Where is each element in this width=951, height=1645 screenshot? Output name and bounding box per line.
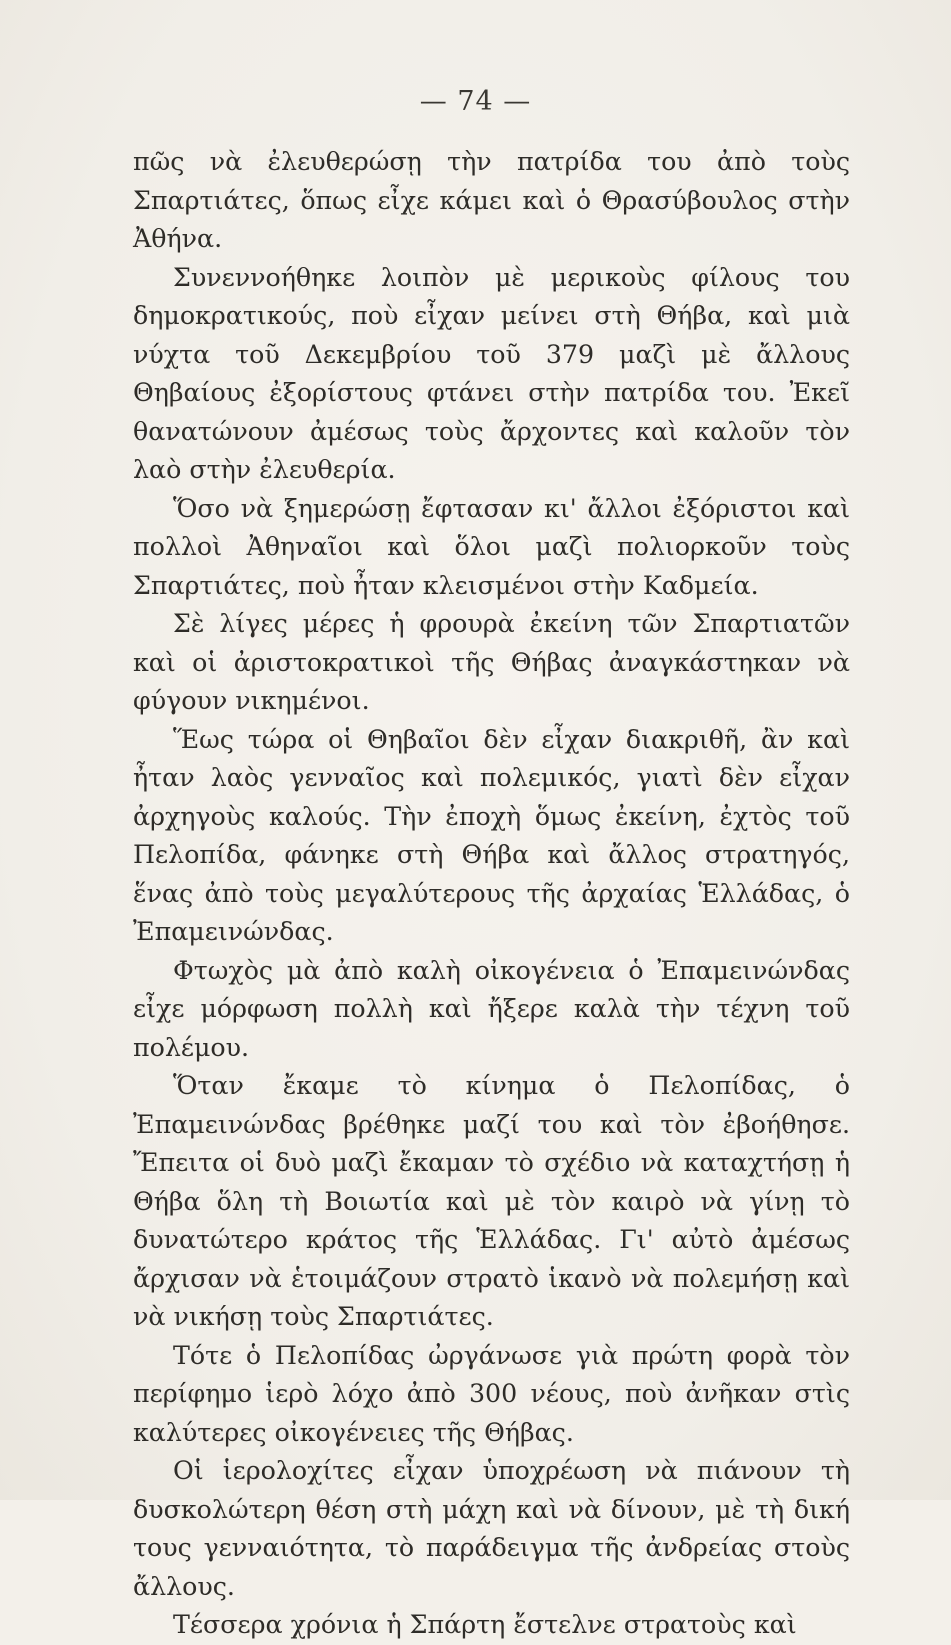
paragraph: πῶς νὰ ἐλευθερώσῃ τὴν πατρίδα του ἀπὸ τοὺς Σπαρτιάτες, ὅπως εἶχε κάμει καὶ ὁ Θρασύβουλος στὴν Ἀθήνα. [133, 147, 850, 253]
paragraph: Οἱ ἱερολοχίτες εἶχαν ὑποχρέωση νὰ πιάνουν τὴ δυσκολώτερη θέση στὴ μάχη καὶ νὰ δίνουν, μὲ τὴ δική τους γενναιότητα, τὸ παράδειγμα τῆς ἀνδρείας στοὺς ἄλλους. [133, 1456, 850, 1601]
page-number: — 74 — [419, 86, 532, 117]
paragraph: Ἕως τώρα οἱ Θηβαῖοι δὲν εἶχαν διακριθῆ, ἂν καὶ ἦταν λαὸς γενναῖος καὶ πολεμικός, γιατὶ δὲν εἶχαν ἀρχηγοὺς καλούς. Τὴν ἐποχὴ ὅμως ἐκείνη, ἐχτὸς τοῦ Πελοπίδα, φάνηκε στὴ Θήβα καὶ ἄλλος στρατηγός, ἕνας ἀπὸ τοὺς μεγαλύτερους τῆς ἀρχαίας Ἑλλάδας, ὁ Ἐπαμεινώνδας. [133, 724, 850, 946]
paragraph: Ὅταν ἔκαμε τὸ κίνημα ὁ Πελοπίδας, ὁ Ἐπαμεινώνδας βρέθηκε μαζί του καὶ τὸν ἐβοήθησε. Ἔπειτα οἱ δυὸ μαζὶ ἔκαμαν τὸ σχέδιο νὰ καταχτήσῃ ἡ Θήβα ὅλη τὴ Βοιωτία καὶ μὲ τὸν καιρὸ νὰ γίνῃ τὸ δυνατώτερο κράτος τῆς Ἑλλάδας. Γι' αὐτὸ ἀμέσως ἄρχισαν νὰ ἑτοιμάζουν στρατὸ ἱκανὸ νὰ πολεμήσῃ καὶ νὰ νικήσῃ τοὺς Σπαρτιάτες. [133, 1071, 850, 1331]
paragraph: Τότε ὁ Πελοπίδας ὠργάνωσε γιὰ πρώτη φορὰ τὸν περίφημο ἱερὸ λόχο ἀπὸ 300 νέους, ποὺ ἀνῆκαν στὶς καλύτερες οἰκογένειες τῆς Θήβας. [133, 1340, 850, 1447]
paragraph: Σὲ λίγες μέρες ἡ φρουρὰ ἐκείνη τῶν Σπαρτιατῶν καὶ οἱ ἀριστοκρατικοὶ τῆς Θήβας ἀναγκάστηκαν νὰ φύγουν νικημένοι. [133, 609, 850, 715]
paragraph: Φτωχὸς μὰ ἀπὸ καλὴ οἰκογένεια ὁ Ἐπαμεινώνδας εἶχε μόρφωση πολλὴ καὶ ἤξερε καλὰ τὴν τέχνη τοῦ πολέμου. [133, 955, 850, 1062]
paragraph: Ὅσο νὰ ξημερώσῃ ἔφτασαν κι' ἄλλοι ἐξόριστοι καὶ πολλοὶ Ἀθηναῖοι καὶ ὅλοι μαζὶ πολιορκοῦν τοὺς Σπαρτιάτες, ποὺ ἦταν κλεισμένοι στὴν Καδμεία. [133, 493, 850, 600]
paragraph: Τέσσερα χρόνια ἡ Σπάρτη ἔστελνε στρατοὺς καὶ [173, 1610, 797, 1639]
paragraph: Συνεννοήθηκε λοιπὸν μὲ μερικοὺς φίλους του δημοκρατικούς, ποὺ εἶχαν μείνει στὴ Θήβα, καὶ μιὰ νύχτα τοῦ Δεκεμβρίου τοῦ 379 μαζὶ μὲ ἄλλους Θηβαίους ἐξορίστους φτάνει στὴν πατρίδα του. Ἐκεῖ θανατώνουν ἀμέσως τοὺς ἄρχοντες καὶ καλοῦν τὸν λαὸ στὴν ἐλευθερία. [133, 262, 850, 484]
body-text [133, 143, 850, 1645]
